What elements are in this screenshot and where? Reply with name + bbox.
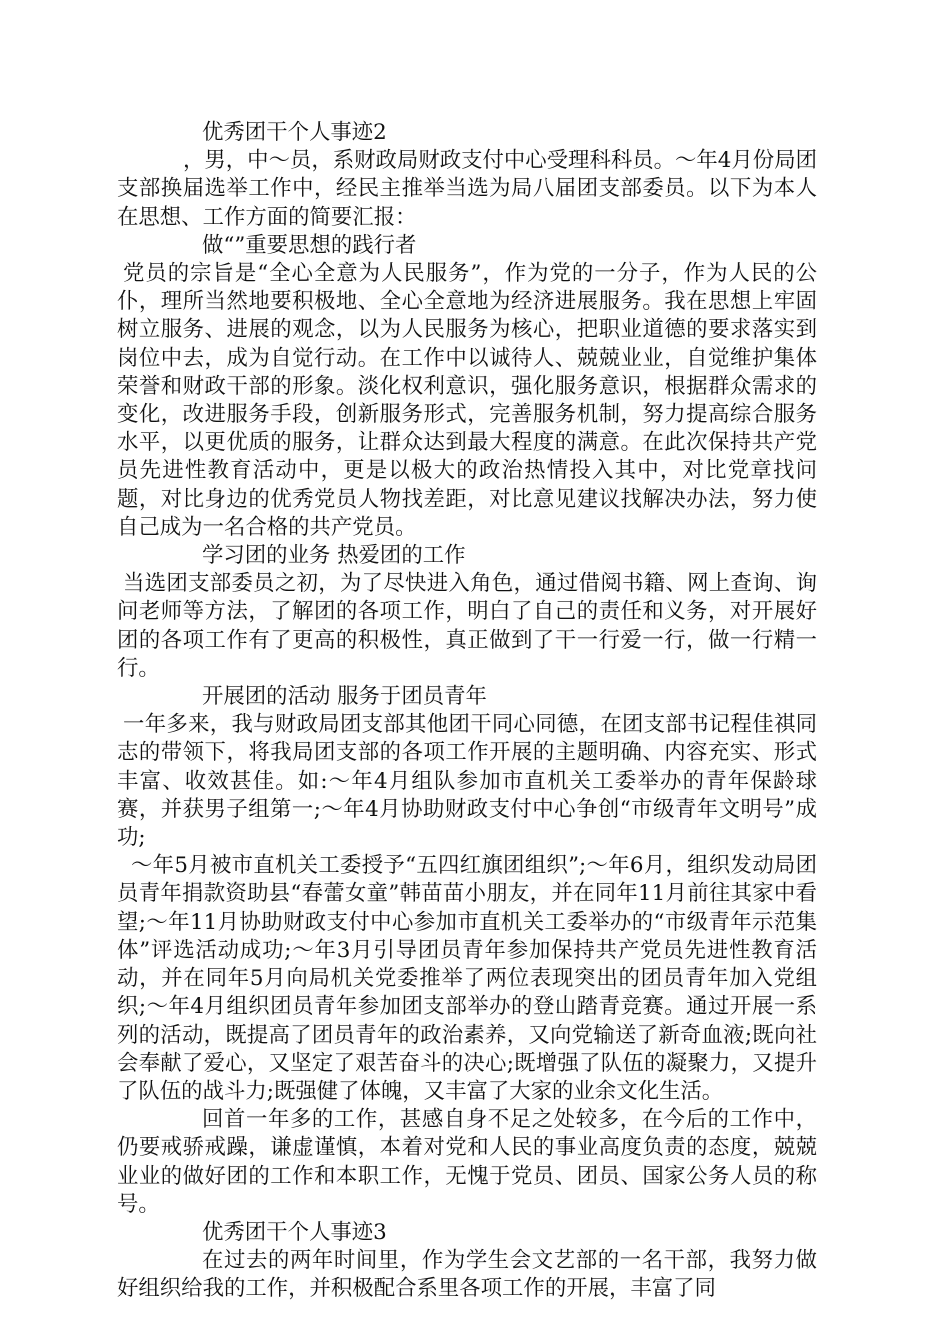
paragraph: 党员的宗旨是“全心全意为人民服务”，作为党的一分子，作为人民的公仆，理所当然地要积极地、全心全意地为经济进展服务。我在思想上牢固树立服务、进展的观念，以为人民服务为核心，把职业道德的要求落实到岗位中去，成为自觉行动。在工作中以诚待人、兢兢业业，自觉维护集体荣誉和财政干部的形象。淡化权利意识，强化服务意识，根据群众需求的变化，改进服务手段，创新服务形式，完善服务机制，努力提高综合服务水平，以更优质的服务，让群众达到最大程度的满意。在此次保持共产党员先进性教育活动中，更是以极大的政治热情投入其中，对比党章找问题，对比身边的优秀党员人物找差距，对比意见建议找解决办法，努力使自己成为一名合格的共产党员。 xyxy=(117,261,817,540)
paragraph: 在过去的两年时间里，作为学生会文艺部的一名干部，我努力做好组织给我的工作，并积极配合系里各项工作的开展，丰富了同 xyxy=(117,1248,817,1302)
paragraph: 一年多来，我与财政局团支部其他团干同心同德，在团支部书记程佳祺同志的带领下，将我局团支部的各项工作开展的主题明确、内容充实、形式丰富、收效甚佳。如:～年4月组队参加市直机关工委举办的青年保龄球赛，并获男子组第一;～年4月协助财政支付中心争创“市级青年文明号”成功; xyxy=(117,712,817,851)
section-heading: 开展团的活动 服务于团员青年 xyxy=(202,684,487,710)
section-title: 优秀团干个人事迹2 xyxy=(202,120,387,145)
paragraph: ～年5月被市直机关工委授予“五四红旗团组织”;～年6月，组织发动局团员青年捐款资助县“春蕾女童”韩苗苗小朋友，并在同年11月前往其家中看望;～年11月协助财政支付中心参加市直机关工委举办的“市级青年示范集体”评选活动成功;～年3月引导团员青年参加保持共产党员先进性教育活动，并在同年5月向局机关党委推举了两位表现突出的团员青年加入党组织;～年4月组织团员青年参加团支部举办的登山踏青竞赛。通过开展一系列的活动，既提高了团员青年的政治素养，又向党输送了新奇血液;既向社会奉献了爱心，又坚定了艰苦奋斗的决心;既增强了队伍的凝聚力，又提升了队伍的战斗力;既强健了体魄，又丰富了大家的业余文化生活。 xyxy=(117,853,817,1104)
document-body xyxy=(117,119,817,1304)
section-heading: 做“”重要思想的践行者 xyxy=(202,232,417,258)
section-title: 优秀团干个人事迹3 xyxy=(202,1219,387,1245)
paragraph: 回首一年多的工作，甚感自身不足之处较多，在今后的工作中，仍要戒骄戒躁，谦虚谨慎，本着对党和人民的事业高度负责的态度，兢兢业业的做好团的工作和本职工作，无愧于党员、团员、国家公务人员的称号。 xyxy=(117,1107,817,1217)
paragraph: ，男，中～员，系财政局财政支付中心受理科科员。～年4月份局团支部换届选举工作中，经民主推举当选为局八届团支部委员。以下为本人在思想、工作方面的简要汇报： xyxy=(117,148,817,230)
section-heading: 学习团的业务 热爱团的工作 xyxy=(202,543,466,569)
paragraph: 当选团支部委员之初，为了尽快进入角色，通过借阅书籍、网上查询、询问老师等方法，了解团的各项工作，明白了自己的责任和义务，对开展好团的各项工作有了更高的积极性，真正做到了干一行爱一行，做一行精一行。 xyxy=(117,571,817,681)
